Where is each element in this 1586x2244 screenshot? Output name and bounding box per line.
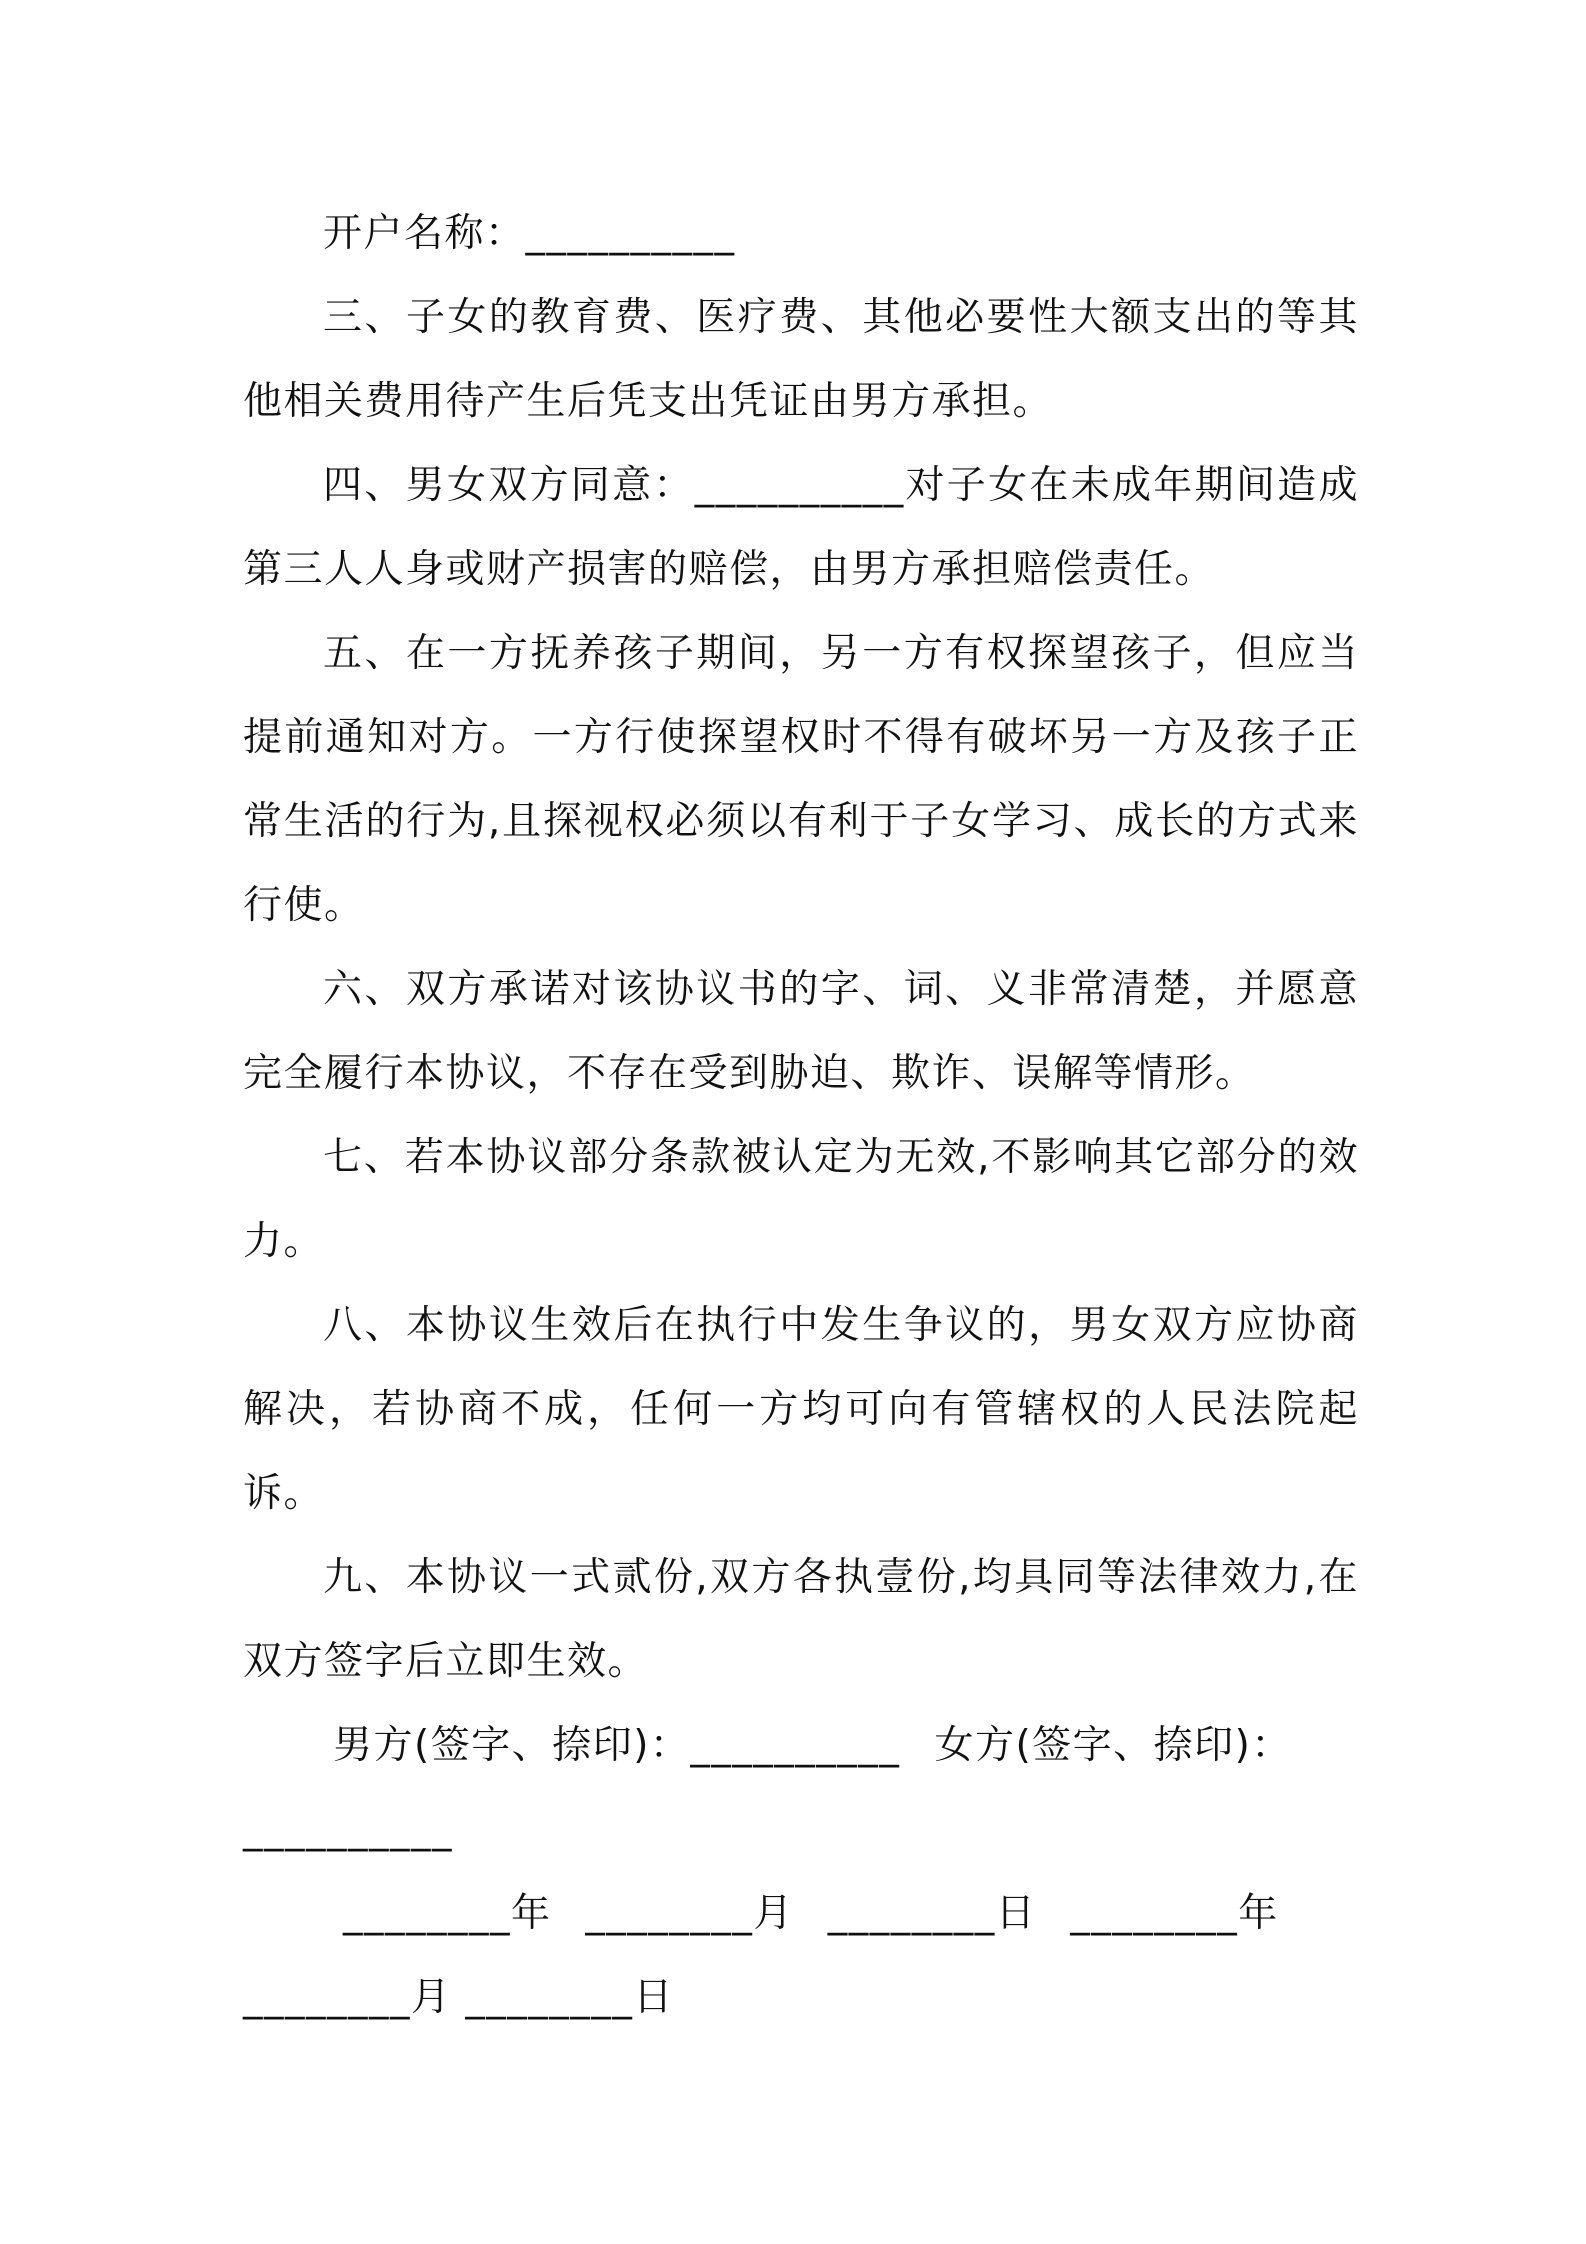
female-signature-blank: __________ [243, 1807, 453, 1852]
clause-6: 六、双方承诺对该协议书的字、词、义非常清楚，并愿意完全履行本协议，不存在受到胁迫、欺诈、误解等情形。 [243, 967, 1359, 1096]
clause-4: 四、男女双方同意：__________对子女在未成年期间造成第三人人身或财产损害的赔偿，由男方承担赔偿责任。 [243, 463, 1359, 592]
account-name-line: 开户名称：__________ [323, 211, 736, 256]
clause-3: 三、子女的教育费、医疗费、其他必要性大额支出的等其他相关费用待产生后凭支出凭证由男方承担。 [243, 295, 1359, 424]
date-line-1: ________年 ________月 ________日 ________年 [343, 1891, 1279, 1936]
document-body [243, 192, 1359, 2040]
clause-9: 九、本协议一式贰份,双方各执壹份,均具同等法律效力,在双方签字后立即生效。 [243, 1555, 1359, 1684]
clause-5: 五、在一方抚养孩子期间，另一方有权探望孩子，但应当提前通知对方。一方行使探望权时不得有破坏另一方及孩子正常生活的行为,且探视权必须以有利于子女学习、成长的方式来行使。 [243, 631, 1359, 928]
male-signature: 男方(签字、捺印)：__________ [333, 1723, 901, 1768]
clause-7: 七、若本协议部分条款被认定为无效,不影响其它部分的效力。 [243, 1135, 1359, 1264]
female-signature: 女方(签字、捺印)： [934, 1723, 1292, 1768]
signature-line [243, 1704, 1359, 1788]
clause-8: 八、本协议生效后在执行中发生争议的，男女双方应协商解决，若协商不成，任何一方均可向有管辖权的人民法院起诉。 [243, 1303, 1359, 1516]
date-line-2: ________月 ________日 [243, 1975, 674, 2020]
